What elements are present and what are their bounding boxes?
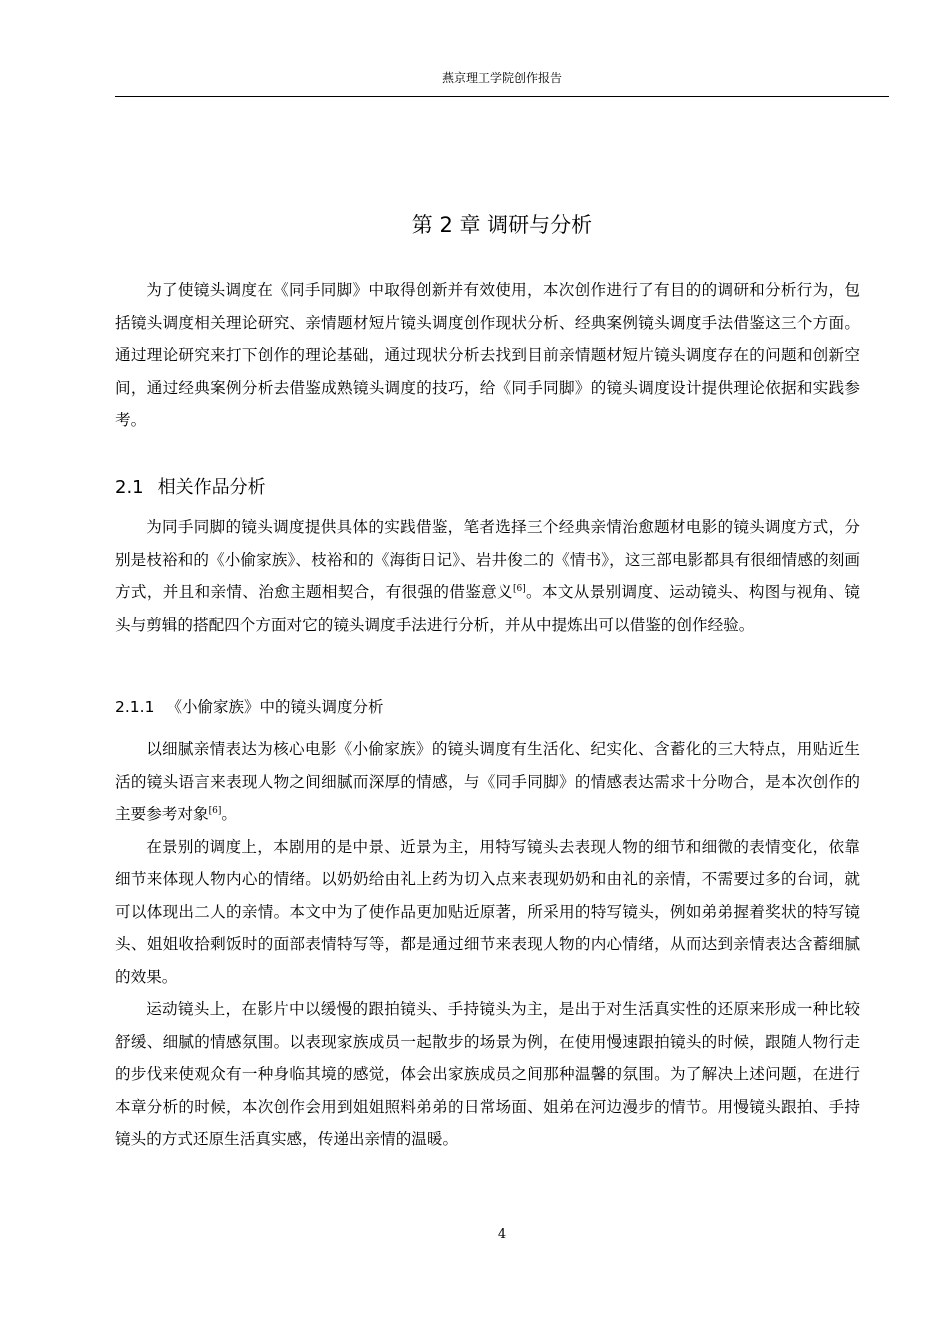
section-number: 2.1 xyxy=(115,477,144,498)
page-number: 4 xyxy=(497,1227,507,1242)
subsection-paragraph-2: 在景别的调度上，本剧用的是中景、近景为主，用特写镜头去表现人物的细节和细微的表情变化，依靠细节来体现人物内心的情绪。以奶奶给由礼上药为切入点来表现奶奶和由礼的亲情，不需要过多的台词，就可以体现出二人的亲情。本文中为了使作品更加贴近原著，所采用的特写镜头，例如弟弟握着奖状的特写镜头、姐姐收拾剩饭时的面部表情特写等，都是通过细节来表现人物的内心情绪，从而达到亲情表达含蓄细腻的效果。 xyxy=(115,837,860,986)
section-block xyxy=(115,511,860,641)
section-text: 为同手同脚的镜头调度提供具体的实践借鉴，笔者选择三个经典亲情治愈题材电影的镜头调度方式，分别是枝裕和的《小偷家族》、枝裕和的《海街日记》、岩井俊二的《情书》，这三部电影都具有很细情感的刻画方式，并且和亲情、治愈主题相契合，有很强的借鉴意义 xyxy=(115,518,860,601)
header-rule xyxy=(115,96,889,97)
subsection-title: 《小偷家族》中的镜头调度分析 xyxy=(166,698,384,716)
intro-paragraph: 为了使镜头调度在《同手同脚》中取得创新并有效使用，本次创作进行了有目的的调研和分析行为，包括镜头调度相关理论研究、亲情题材短片镜头调度创作现状分析、经典案例镜头调度手法借鉴这三个方面。通过理论研究来打下创作的理论基础，通过现状分析去找到目前亲情题材短片镜头调度存在的问题和创新空间，通过经典案例分析去借鉴成熟镜头调度的技巧，给《同手同脚》的镜头调度设计提供理论依据和实践参考。 xyxy=(115,281,860,429)
chapter-title: 第 2 章 调研与分析 xyxy=(411,213,593,237)
running-header: 燕京理工学院创作报告 xyxy=(441,71,562,85)
paragraph-text: 以细腻亲情表达为核心电影《小偷家族》的镜头调度有生活化、纪实化、含蓄化的三大特点，用贴近生活的镜头语言来表现人物之间细腻而深厚的情感，与《同手同脚》的情感表达需求十分吻合，是本次创作的主要参考对象 xyxy=(115,740,860,823)
intro-block xyxy=(115,274,860,437)
subsection-paragraph-1 xyxy=(115,733,860,831)
subsection-heading xyxy=(115,696,383,718)
paragraph-text-end: 。 xyxy=(221,805,237,823)
section-text-continued: 。本文从景别调度、运动镜头、构图与视角、镜头与剪辑的搭配四个方面对它的镜头调度手法进行分析，并从中提炼出可以借鉴的创作经验。 xyxy=(115,583,860,634)
subsection-paragraph-3: 运动镜头上，在影片中以缓慢的跟拍镜头、手持镜头为主，是出于对生活真实性的还原来形成一种比较舒缓、细腻的情感氛围。以表现家族成员一起散步的场景为例，在使用慢速跟拍镜头的时候，跟随人物行走的步伐来使观众有一种身临其境的感觉，体会出家族成员之间那种温馨的氛围。为了解决上述问题，在进行本章分析的时候，本次创作会用到姐姐照料弟弟的日常场面、姐弟在河边漫步的情节。用慢镜头跟拍、手持镜头的方式还原生活真实感，传递出亲情的温暖。 xyxy=(115,1000,860,1148)
section-paragraph xyxy=(115,511,860,641)
section-title: 相关作品分析 xyxy=(157,477,266,498)
subsection-block xyxy=(115,733,860,1156)
section-heading xyxy=(115,475,266,501)
citation-ref: [6] xyxy=(512,583,526,594)
subsection-number: 2.1.1 xyxy=(115,698,155,716)
citation-ref: [6] xyxy=(208,805,222,816)
